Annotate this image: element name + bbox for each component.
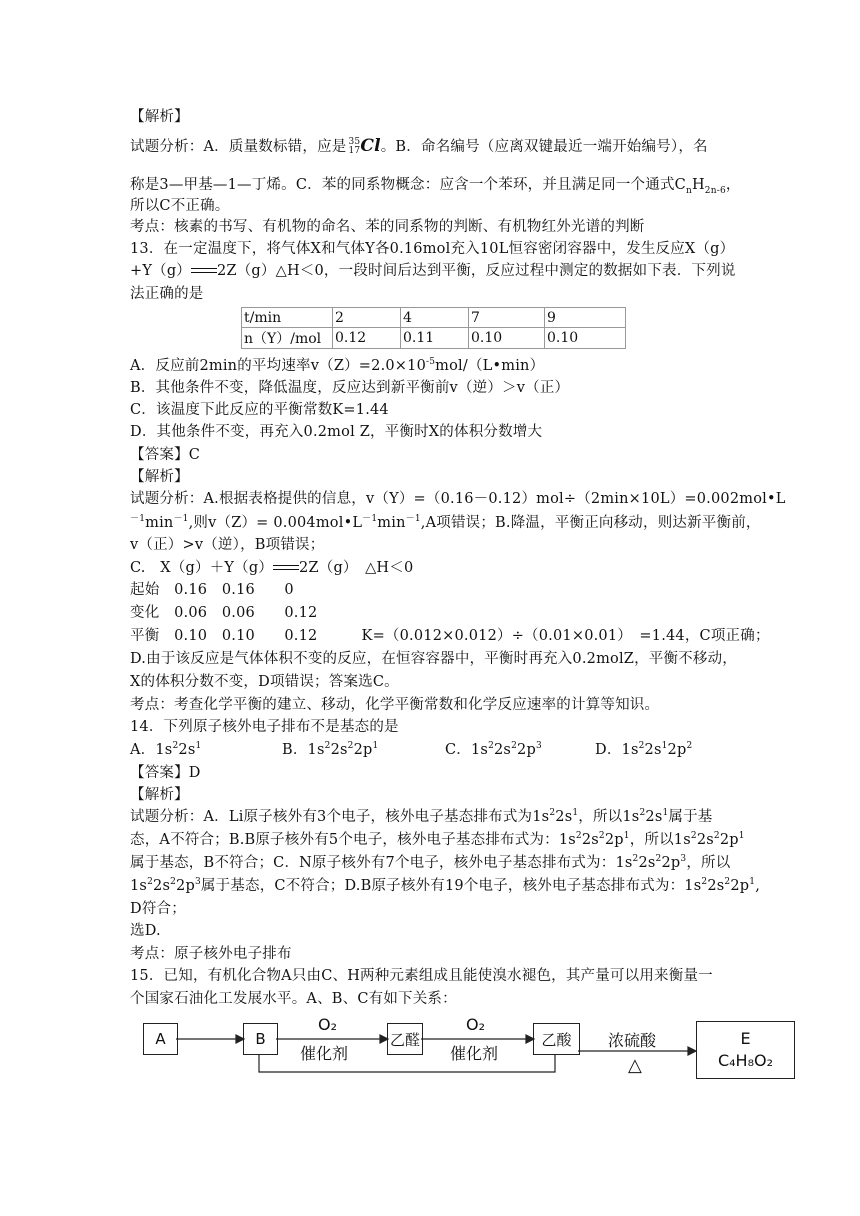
q15-stem-line1: 15．已知，有机化合物A只由C、H两种元素组成且能使溴水褪色，其产量可以用来衡量一 [130, 968, 713, 984]
q13-analysis-line5: 起始 0.16 0.16 0 [130, 582, 294, 598]
text: 。B．命名编号（应离双键最近一端开始编号），名 [380, 139, 708, 155]
text: C₄H₈O₂ [717, 1051, 774, 1070]
q13-analysis-line1: 试题分析：A.根据表格提供的信息，v（Y）=（0.16－0.12）mol÷（2min×10L）=0.002mol•L [130, 491, 786, 507]
text: A．1s [130, 742, 173, 758]
reagent-o2-1: O₂ [318, 1015, 338, 1034]
q13-analysis-line9: X的体积分数不变，D项错误；答案选C。 [130, 674, 399, 690]
table-cell: 2 [333, 308, 401, 328]
q13-stem-line3: 法正确的是 [130, 286, 204, 302]
text: 试题分析：A．质量数标错，应是 [130, 139, 347, 155]
isotope-symbol: Cl [360, 136, 381, 156]
catalyst-label-2: 催化剂 [450, 1044, 499, 1063]
q15-stem-line2: 个国家石油化工发展水平。A、B、C有如下关系： [130, 991, 457, 1007]
q13-analysis-line8: D.由于该反应是气体体积不变的反应，在恒容容器中，平衡时再充入0.2molZ，平衡不移动， [130, 651, 737, 667]
q13-analysis-line6: 变化 0.06 0.06 0.12 [130, 605, 318, 621]
text: H [691, 177, 705, 193]
q13-answer: 【答案】C [130, 447, 201, 463]
text: 称是3—甲基—1—丁烯。C．苯的同系物概念：应含一个苯环，并且满足同一个通式C [130, 177, 686, 193]
table-row [242, 308, 626, 328]
equilibrium-arrow-icon [191, 266, 217, 276]
equilibrium-arrow-icon [273, 563, 299, 573]
text: ,A项错误；B.降温，平衡正向移动，则达新平衡前， [420, 515, 761, 531]
q14-option-a: A．$1s^22s^1$ [130, 741, 202, 758]
superscript: －1 [405, 514, 421, 525]
q12-analysis-line1 [130, 137, 708, 156]
text: ,则v（Z）= 0.004mol•L [188, 515, 363, 531]
subscript: 2n-6 [704, 185, 726, 196]
superscript: －1 [362, 514, 378, 525]
q13-option-b: B．其他条件不变，降低温度，反应达到新平衡前v（逆）＞v（正） [130, 380, 570, 396]
text: A [155, 1030, 166, 1048]
table-row [242, 328, 626, 349]
text: ，所以1s [629, 832, 691, 848]
text: ，所以1s [578, 809, 640, 825]
q14-analysis-line3: 属于基态，B不符合；C．N原子核外有7个电子，核外电子基态排布式为：$1s^22s^22p^3$，所以 [130, 854, 731, 871]
text: 2Z（g）△H＜0，一段时间后达到平衡，反应过程中测定的数据如下表．下列说 [217, 263, 736, 279]
arrowhead-icon [688, 1047, 696, 1055]
table-cell: 0.12 [333, 328, 401, 349]
acetaldehyde-box [387, 1023, 423, 1055]
table-cell: 0.11 [401, 328, 469, 349]
q14-option-b: B．$1s^22s^22p^1$ [282, 741, 379, 758]
table-cell: t/min [242, 308, 333, 328]
q13-analysis-line4 [130, 559, 413, 577]
table-cell: 7 [469, 308, 545, 328]
text: min [377, 515, 406, 531]
q12-analysis-line2 [130, 176, 741, 194]
q13-kaodian: 考点：考查化学平衡的建立、移动，化学平衡常数和化学反应速率的计算等知识。 [130, 697, 660, 713]
superscript: -5 [426, 357, 436, 368]
text: 试题分析：A．Li原子核外有3个电子，核外电子基态排布式为1s [130, 809, 550, 825]
jiexi-heading-q13: 【解析】 [130, 469, 189, 485]
atomic-number: 17 [348, 146, 361, 156]
q14-analysis-line2: 态，A不符合；B.B原子核外有5个电子，核外电子基态排布式为：$1s^22s^22p^1$，所以$1s^22s^22p^1$ [130, 831, 745, 848]
q13-data-table [241, 307, 626, 349]
acetic-acid-box [533, 1023, 580, 1055]
jiexi-heading-q14: 【解析】 [130, 787, 189, 803]
text: 属于基 [668, 809, 713, 825]
q14-analysis-line6: 选D. [130, 923, 161, 939]
q13-option-d: D．其他条件不变，再充入0.2mol Z，平衡时X的体积分数增大 [130, 424, 543, 440]
text: B．1s [282, 742, 325, 758]
text: A．反应前2min的平均速率v（Z）=2.0×10 [130, 358, 426, 374]
mass-number: 35 [348, 137, 361, 147]
jiexi-heading-q12: 【解析】 [130, 109, 189, 125]
compound-a-box [143, 1023, 178, 1055]
text: +Y（g） [130, 263, 192, 279]
q14-options [130, 741, 692, 759]
catalyst-label-1: 催化剂 [300, 1044, 349, 1063]
text: B [255, 1030, 266, 1048]
isotope-numbers [348, 138, 360, 156]
text: ， [725, 177, 741, 193]
text: 属于基态，B不符合；C．N原子核外有7个电子，核外电子基态排布式为：1s [130, 855, 633, 871]
q13-stem-line1: 13．在一定温度下，将气体X和气体Y各0.16mol充入10L恒容密闭容器中，发生反应X（g） [130, 241, 735, 257]
superscript: －1 [173, 514, 189, 525]
q13-analysis-line7: 平衡 0.10 0.10 0.12 K=（0.012×0.012）÷（0.01×0.01） =1.44，C项正确； [130, 628, 770, 644]
text: 1s [130, 878, 148, 894]
q14-answer: 【答案】D [130, 765, 201, 781]
text: C．1s [445, 742, 489, 758]
table-cell: 4 [401, 308, 469, 328]
q14-analysis-line5: D符合； [130, 901, 186, 917]
q14-stem: 14．下列原子核外电子排布不是基态的是 [130, 719, 399, 735]
q14-analysis-line1: 试题分析：A．Li原子核外有3个电子，核外电子基态排布式为$1s^22s^1$，所以$1s^22s^1$属于基 [130, 808, 713, 825]
superscript: －1 [130, 514, 146, 525]
text: 属于基态，C不符合；D.B原子核外有19个电子，核外电子基态排布式为：1s [200, 878, 702, 894]
table-cell: 0.10 [545, 328, 626, 349]
q13-stem-line2 [130, 262, 736, 280]
compound-b-box [243, 1023, 278, 1055]
table-cell: n（Y）/mol [242, 328, 333, 349]
q13-analysis-line3: v（正）>v（逆），B项错误； [130, 537, 325, 553]
text: 态，A不符合；B.B原子核外有5个电子，核外电子基态排布式为：1s [130, 832, 576, 848]
q13-option-c: C．该温度下此反应的平衡常数K=1.44 [130, 402, 389, 418]
text: D．1s [595, 742, 639, 758]
table-cell: 0.10 [469, 328, 545, 349]
text: 乙酸 [541, 1030, 572, 1049]
reagent-o2-2: O₂ [466, 1015, 486, 1034]
text: ，所以 [686, 855, 731, 871]
heat-symbol: △ [628, 1055, 642, 1076]
q12-kaodian: 考点：核素的书写、有机物的命名、苯的同系物的判断、有机物红外光谱的判断 [130, 219, 645, 235]
table-cell: 9 [545, 308, 626, 328]
text: mol/（L•min） [435, 358, 545, 374]
q13-option-a [130, 357, 544, 375]
text: 2Z（g） △H＜0 [299, 560, 414, 576]
subscript: n [685, 185, 692, 196]
text: C. X（g）＋Y（g） [130, 560, 274, 576]
q14-analysis-line4: $1s^22s^22p^3$属于基态，C不符合；D.B原子核外有19个电子，核外电子基态排布式为：$1s^22s^22p^1$, [130, 877, 760, 894]
compound-e-box [696, 1021, 795, 1079]
q14-option-d: D．$1s^22s^12p^2$ [595, 741, 693, 758]
text: E [740, 1029, 751, 1048]
text: 乙醛 [389, 1030, 420, 1049]
q13-analysis-line2 [130, 514, 761, 532]
q12-analysis-line3: 所以C不正确。 [130, 198, 230, 214]
q14-kaodian: 考点：原子核外电子排布 [130, 946, 292, 962]
conc-sulfuric-acid-label: 浓硫酸 [608, 1031, 657, 1050]
q14-option-c: C．$1s^22s^22p^3$ [445, 741, 542, 758]
text: min [145, 515, 174, 531]
